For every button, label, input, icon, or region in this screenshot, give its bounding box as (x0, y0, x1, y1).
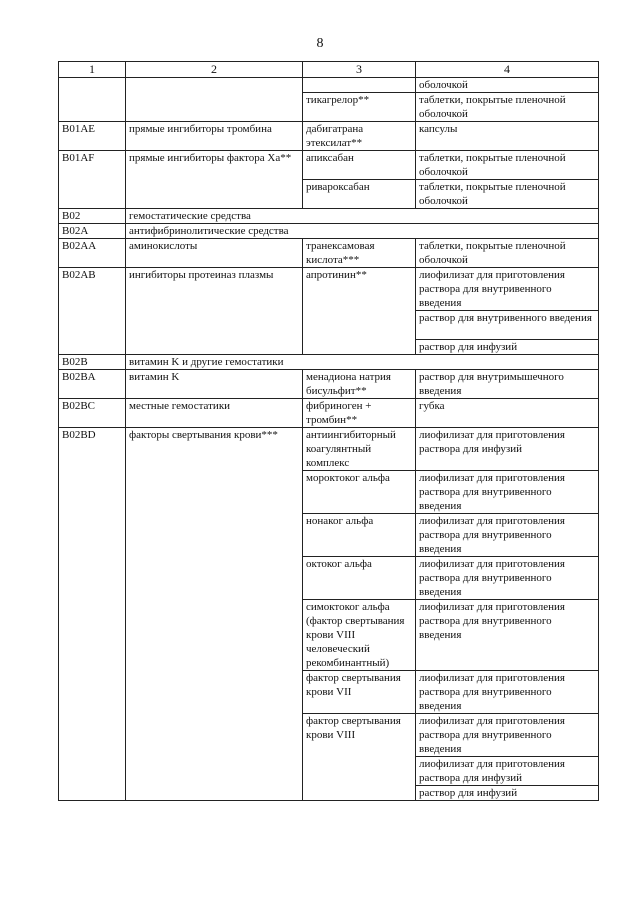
atc-code-cell: B02A (59, 224, 126, 239)
column-header: 4 (416, 62, 599, 78)
group-name-cell: витамин K и другие гемостатики (126, 355, 599, 370)
atc-code-cell: B02BA (59, 370, 126, 399)
dosage-form-cell: таблетки, покрытые пленочной оболочкой (416, 239, 599, 268)
drug-name-cell: дабигатрана этексилат** (303, 122, 416, 151)
drug-name-cell: антиингибиторный коагулянтный комплекс (303, 428, 416, 471)
table-row (59, 122, 599, 151)
table-row (59, 428, 599, 471)
column-header: 1 (59, 62, 126, 78)
table-row (59, 268, 599, 311)
group-name-cell: аминокислоты (126, 239, 303, 268)
table-row (59, 355, 599, 370)
dosage-form-cell: раствор для инфузий (416, 340, 599, 355)
atc-code-cell: B01AE (59, 122, 126, 151)
dosage-form-cell: раствор для инфузий (416, 786, 599, 801)
dosage-form-cell: раствор для внутримышечного введения (416, 370, 599, 399)
table-header-row (59, 62, 599, 78)
atc-code-cell: B02AA (59, 239, 126, 268)
table-row (59, 78, 599, 93)
drug-name-cell: симоктоког альфа (фактор свертывания крови VIII человеческий рекомбинантный) (303, 600, 416, 671)
drug-name-cell: фибриноген + тромбин** (303, 399, 416, 428)
drug-name-cell: апиксабан (303, 151, 416, 180)
dosage-form-cell: лиофилизат для приготовления раствора для инфузий (416, 757, 599, 786)
dosage-form-cell: губка (416, 399, 599, 428)
dosage-form-cell: лиофилизат для приготовления раствора для инфузий (416, 428, 599, 471)
drug-name-cell: мороктоког альфа (303, 471, 416, 514)
table-row (59, 370, 599, 399)
drug-name-cell: апротинин** (303, 268, 416, 355)
table-row (59, 399, 599, 428)
group-name-cell (126, 78, 303, 122)
dosage-form-cell: лиофилизат для приготовления раствора для внутривенного введения (416, 671, 599, 714)
group-name-cell: факторы свертывания крови*** (126, 428, 303, 801)
atc-code-cell: B02BD (59, 428, 126, 801)
drug-table (58, 61, 599, 801)
drug-name-cell (303, 78, 416, 93)
column-header: 3 (303, 62, 416, 78)
table-body (59, 78, 599, 801)
dosage-form-cell: раствор для внутривенного введения (416, 311, 599, 340)
dosage-form-cell: лиофилизат для приготовления раствора для внутривенного введения (416, 600, 599, 671)
dosage-form-cell: таблетки, покрытые пленочной оболочкой (416, 151, 599, 180)
drug-name-cell: тикагрелор** (303, 93, 416, 122)
column-header: 2 (126, 62, 303, 78)
dosage-form-cell: лиофилизат для приготовления раствора для внутривенного введения (416, 514, 599, 557)
atc-code-cell: B02AB (59, 268, 126, 355)
page-number: 8 (316, 36, 324, 51)
group-name-cell: прямые ингибиторы тромбина (126, 122, 303, 151)
drug-name-cell: фактор свертывания крови VII (303, 671, 416, 714)
drug-name-cell: ривароксабан (303, 180, 416, 209)
drug-name-cell: октоког альфа (303, 557, 416, 600)
group-name-cell: антифибринолитические средства (126, 224, 599, 239)
atc-code-cell: B02B (59, 355, 126, 370)
dosage-form-cell: лиофилизат для приготовления раствора для внутривенного введения (416, 268, 599, 311)
table-row (59, 239, 599, 268)
group-name-cell: прямые ингибиторы фактора Xa** (126, 151, 303, 209)
table-row (59, 209, 599, 224)
dosage-form-cell: лиофилизат для приготовления раствора для внутривенного введения (416, 471, 599, 514)
group-name-cell: гемостатические средства (126, 209, 599, 224)
dosage-form-cell: лиофилизат для приготовления раствора для внутривенного введения (416, 557, 599, 600)
group-name-cell: ингибиторы протеиназ плазмы (126, 268, 303, 355)
dosage-form-cell: капсулы (416, 122, 599, 151)
drug-name-cell: менадиона натрия бисульфит** (303, 370, 416, 399)
dosage-form-cell: оболочкой (416, 78, 599, 93)
atc-code-cell: B01AF (59, 151, 126, 209)
group-name-cell: местные гемостатики (126, 399, 303, 428)
dosage-form-cell: таблетки, покрытые пленочной оболочкой (416, 93, 599, 122)
drug-name-cell: нонаког альфа (303, 514, 416, 557)
table-row (59, 224, 599, 239)
drug-name-cell: фактор свертывания крови VIII (303, 714, 416, 801)
group-name-cell: витамин K (126, 370, 303, 399)
atc-code-cell: B02BC (59, 399, 126, 428)
drug-name-cell: транексамовая кислота*** (303, 239, 416, 268)
table-row (59, 151, 599, 180)
dosage-form-cell: таблетки, покрытые пленочной оболочкой (416, 180, 599, 209)
dosage-form-cell: лиофилизат для приготовления раствора для внутривенного введения (416, 714, 599, 757)
atc-code-cell: B02 (59, 209, 126, 224)
atc-code-cell (59, 78, 126, 122)
